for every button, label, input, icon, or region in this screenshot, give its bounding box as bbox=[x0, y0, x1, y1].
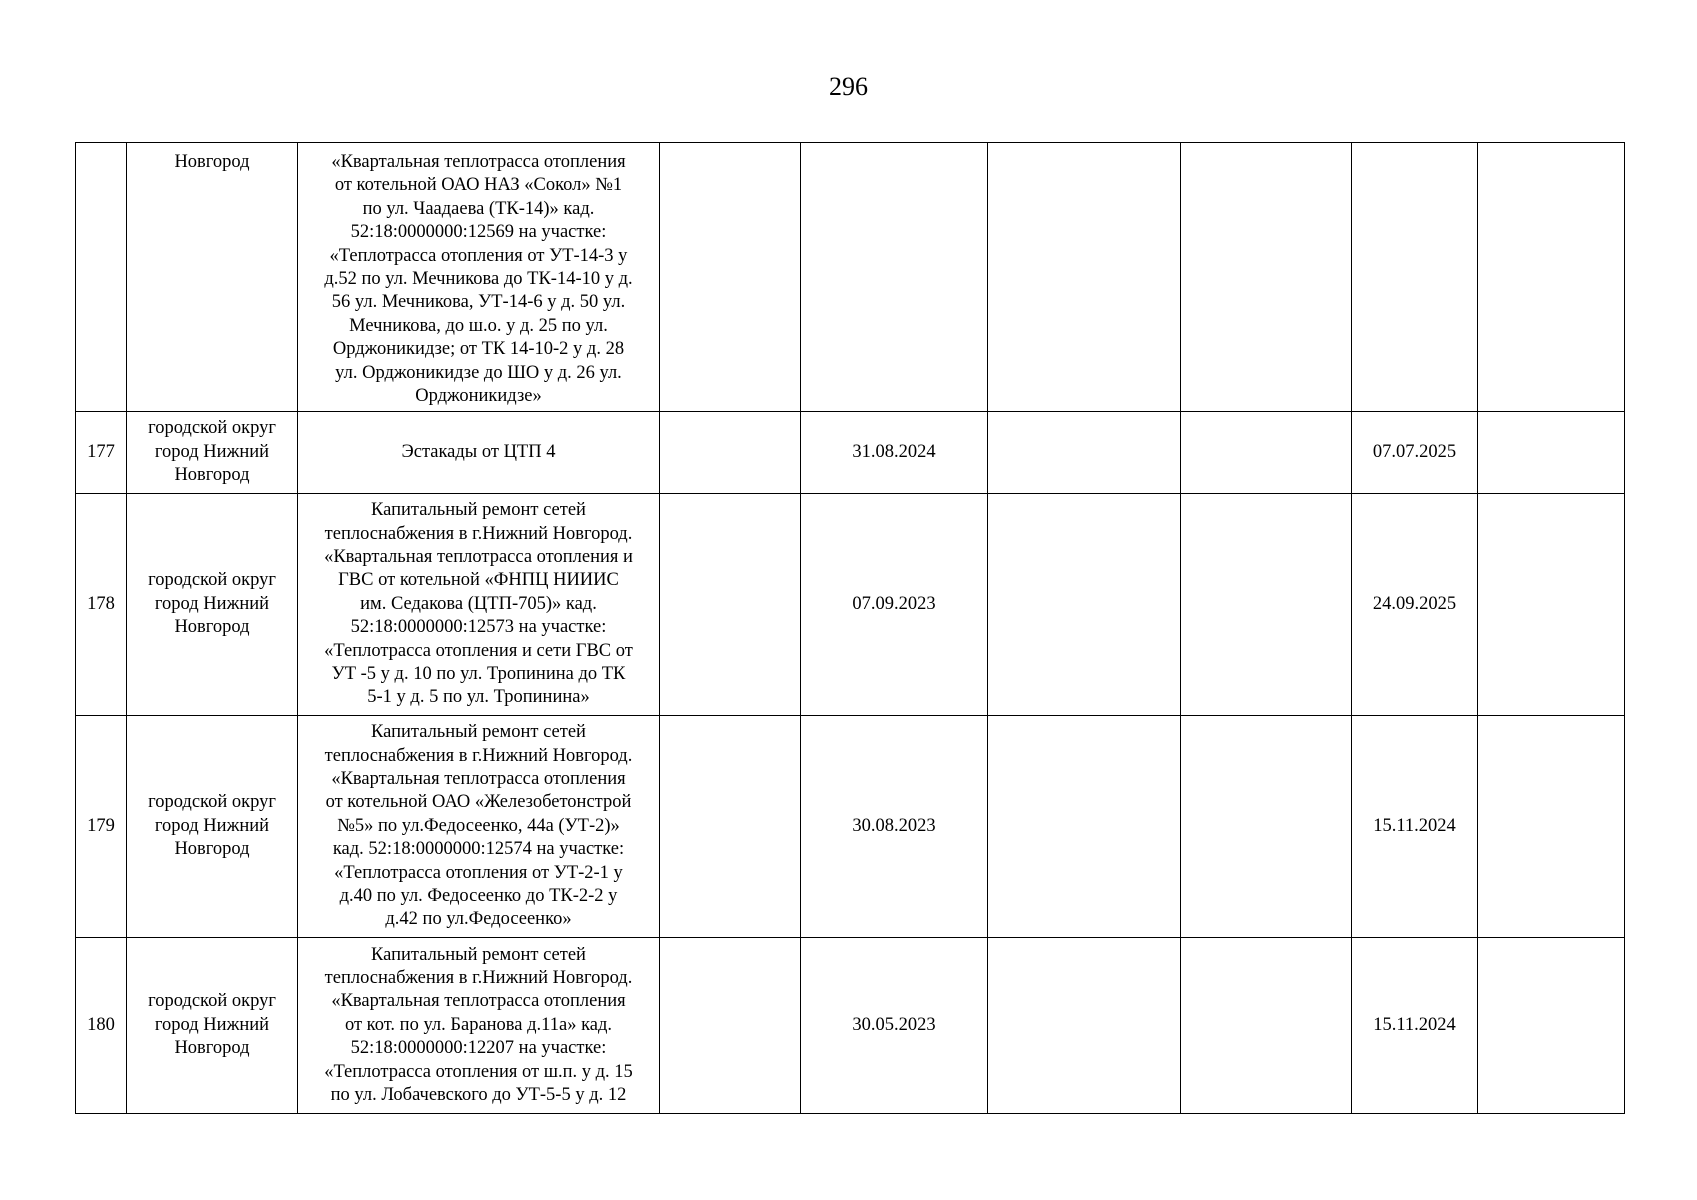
empty-cell bbox=[1181, 494, 1352, 716]
empty-cell bbox=[1478, 716, 1625, 938]
empty-cell bbox=[1181, 938, 1352, 1114]
date-end-cell: 24.09.2025 bbox=[1352, 494, 1478, 716]
row-number-cell: 178 bbox=[76, 494, 127, 716]
empty-cell bbox=[988, 716, 1181, 938]
municipality-cell: городской округ город Нижний Новгород bbox=[127, 938, 298, 1114]
empty-cell bbox=[1181, 716, 1352, 938]
object-cell: Капитальный ремонт сетей теплоснабжения в г.Нижний Новгород. «Квартальная теплотрасса отопления и ГВС от котельной «ФНПЦ НИИИС им. Седакова (ЦТП-705)» кад. 52:18:0000000:12573 на участке: «Теплотрасса отопления и сети ГВС от УТ -5 у д. 10 по ул. Тропинина до ТК 5-1 у д. 5 по ул. Тропинина» bbox=[298, 494, 660, 716]
date-start-cell: 30.08.2023 bbox=[801, 716, 988, 938]
date-end-cell: 15.11.2024 bbox=[1352, 938, 1478, 1114]
object-cell: Эстакады от ЦТП 4 bbox=[298, 412, 660, 494]
empty-cell bbox=[988, 143, 1181, 412]
empty-cell bbox=[660, 412, 801, 494]
object-cell: Капитальный ремонт сетей теплоснабжения в г.Нижний Новгород. «Квартальная теплотрасса отопления от кот. по ул. Баранова д.11а» кад. 52:18:0000000:12207 на участке: «Теплотрасса отопления от ш.п. у д. 15 по ул. Лобачевского до УТ-5-5 у д. 12 bbox=[298, 938, 660, 1114]
row-number-cell bbox=[76, 143, 127, 412]
date-start-cell: 07.09.2023 bbox=[801, 494, 988, 716]
empty-cell bbox=[988, 412, 1181, 494]
empty-cell bbox=[1478, 143, 1625, 412]
date-end-cell bbox=[1352, 143, 1478, 412]
page-number: 296 bbox=[829, 72, 868, 101]
table-row bbox=[76, 494, 1625, 716]
empty-cell bbox=[660, 938, 801, 1114]
empty-cell bbox=[660, 494, 801, 716]
repair-table bbox=[75, 142, 1625, 1114]
date-end-cell: 07.07.2025 bbox=[1352, 412, 1478, 494]
empty-cell bbox=[660, 143, 801, 412]
table-row bbox=[76, 716, 1625, 938]
table-row bbox=[76, 938, 1625, 1114]
object-cell: «Квартальная теплотрасса отопления от котельной ОАО НАЗ «Сокол» №1 по ул. Чаадаева (ТК-14)» кад. 52:18:0000000:12569 на участке: «Теплотрасса отопления от УТ-14-3 у д.52 по ул. Мечникова до ТК-14-10 у д. 56 ул. Мечникова, УТ-14-6 у д. 50 ул. Мечникова, до ш.о. у д. 25 по ул. Орджоникидзе; от ТК 14-10-2 у д. 28 ул. Орджоникидзе до ШО у д. 26 ул. Орджоникидзе» bbox=[298, 143, 660, 412]
date-start-cell: 30.05.2023 bbox=[801, 938, 988, 1114]
row-number-cell: 180 bbox=[76, 938, 127, 1114]
municipality-cell: городской округ город Нижний Новгород bbox=[127, 494, 298, 716]
object-cell: Капитальный ремонт сетей теплоснабжения в г.Нижний Новгород. «Квартальная теплотрасса отопления от котельной ОАО «Железобетонстрой №5» по ул.Федосеенко, 44а (УТ-2)» кад. 52:18:0000000:12574 на участке: «Теплотрасса отопления от УТ-2-1 у д.40 по ул. Федосеенко до ТК-2-2 у д.42 по ул.Федосеенко» bbox=[298, 716, 660, 938]
date-start-cell: 31.08.2024 bbox=[801, 412, 988, 494]
empty-cell bbox=[1181, 412, 1352, 494]
empty-cell bbox=[988, 938, 1181, 1114]
date-end-cell: 15.11.2024 bbox=[1352, 716, 1478, 938]
table-row bbox=[76, 412, 1625, 494]
empty-cell bbox=[1478, 494, 1625, 716]
empty-cell bbox=[660, 716, 801, 938]
empty-cell bbox=[1478, 412, 1625, 494]
empty-cell bbox=[1478, 938, 1625, 1114]
empty-cell bbox=[988, 494, 1181, 716]
table-row bbox=[76, 143, 1625, 412]
municipality-cell: городской округ город Нижний Новгород bbox=[127, 412, 298, 494]
empty-cell bbox=[1181, 143, 1352, 412]
municipality-cell: Новгород bbox=[127, 143, 298, 412]
municipality-cell: городской округ город Нижний Новгород bbox=[127, 716, 298, 938]
date-start-cell bbox=[801, 143, 988, 412]
row-number-cell: 177 bbox=[76, 412, 127, 494]
row-number-cell: 179 bbox=[76, 716, 127, 938]
